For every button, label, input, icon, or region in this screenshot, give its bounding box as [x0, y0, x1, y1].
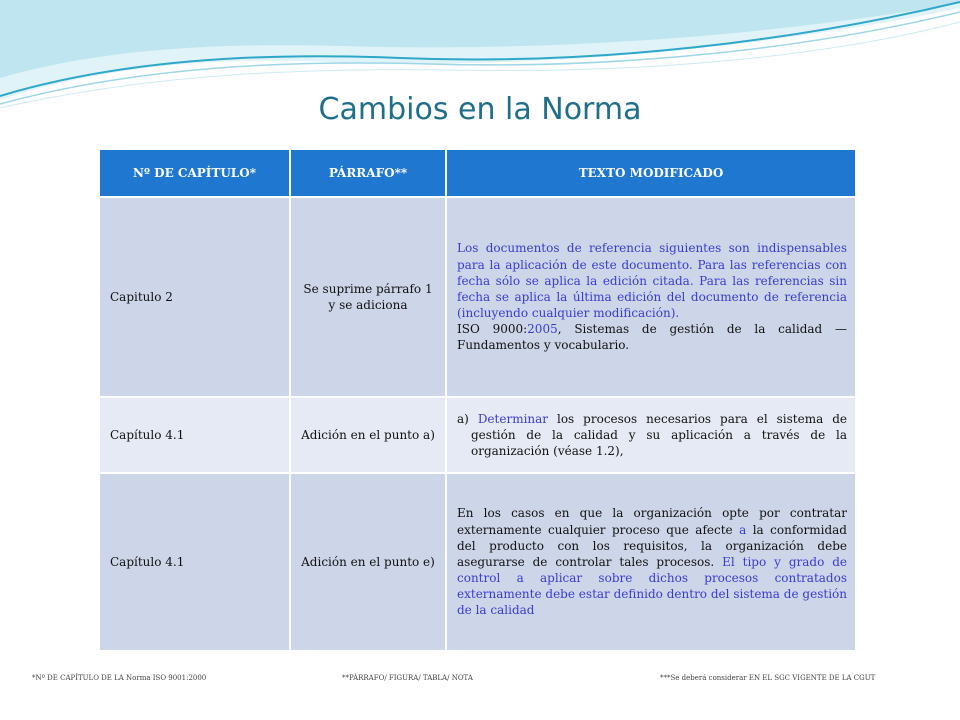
- paragraph-cell: Adición en el punto a): [290, 397, 446, 473]
- footer-note-paragraph: **PÁRRAFO/ FIGURA/ TABLA/ NOTA: [342, 674, 473, 682]
- text-fragment: , Sistemas de gestión de la calidad — Fundamentos y vocabulario.: [457, 322, 848, 353]
- column-header-chapter: Nº DE CAPÍTULO*: [100, 150, 290, 197]
- paragraph-cell: Adición en el punto e): [290, 473, 446, 651]
- footer-note-chapter: *Nº DE CAPÍTULO DE LA Norma ISO 9001:2000: [32, 674, 207, 682]
- footer-notes: [0, 674, 960, 686]
- modified-text-cell: [446, 473, 856, 651]
- modified-text-cell: [446, 197, 856, 397]
- chapter-cell: Capítulo 4.1: [100, 473, 290, 651]
- text-fragment-highlight: Determinar: [477, 411, 549, 426]
- table-header-row: [100, 150, 856, 197]
- column-header-paragraph: PÁRRAFO**: [290, 150, 446, 197]
- chapter-cell: Capítulo 4.1: [100, 397, 290, 473]
- text-fragment-highlight: a: [739, 522, 747, 537]
- modified-text-paragraph: Los documentos de referencia siguientes son indispensables para la aplicación de este documento. Para las referencias con fecha sólo se aplica la edición citada. Para las referencias sin fecha se aplica la última edición del documento de referencia (incluyendo cualquier modificación).: [457, 241, 847, 321]
- text-fragment: los procesos necesarios para el sistema de gestión de la calidad y su aplicación a través de la organización (véase 1.2),: [471, 411, 847, 459]
- page-title: Cambios en la Norma: [318, 92, 642, 127]
- modified-text-paragraph: [457, 411, 847, 460]
- text-fragment-highlight: 2005: [527, 322, 558, 337]
- modified-text-cell: [446, 397, 856, 473]
- footer-note-sgc: ***Se deberá considerar EN EL SGC VIGENTE DE LA CGUT: [660, 674, 876, 682]
- column-header-modified-text: TEXTO MODIFICADO: [446, 150, 856, 197]
- modified-text-paragraph: [457, 505, 847, 618]
- modified-text-paragraph: [457, 321, 847, 353]
- text-fragment: la conformidad del producto con los requisitos, la organización debe asegurarse de controlar tales procesos.: [457, 522, 847, 569]
- paragraph-cell: Se suprime párrafo 1 y se adiciona: [290, 197, 446, 397]
- table-row: [100, 473, 856, 651]
- text-fragment: a): [457, 411, 478, 426]
- text-fragment: En los casos en que la organización opte por contratar externamente cualquier proceso que afecte: [457, 506, 847, 537]
- table-row: [100, 397, 856, 473]
- chapter-cell: Capitulo 2: [100, 197, 290, 397]
- text-fragment-highlight: El tipo y grado de control a aplicar sobre dichos procesos contratados externamente debe estar definido dentro del sistema de gestión de la calidad: [457, 554, 847, 618]
- table-row: [100, 197, 856, 397]
- changes-table: [100, 150, 857, 652]
- text-fragment: ISO 9000:: [457, 322, 528, 337]
